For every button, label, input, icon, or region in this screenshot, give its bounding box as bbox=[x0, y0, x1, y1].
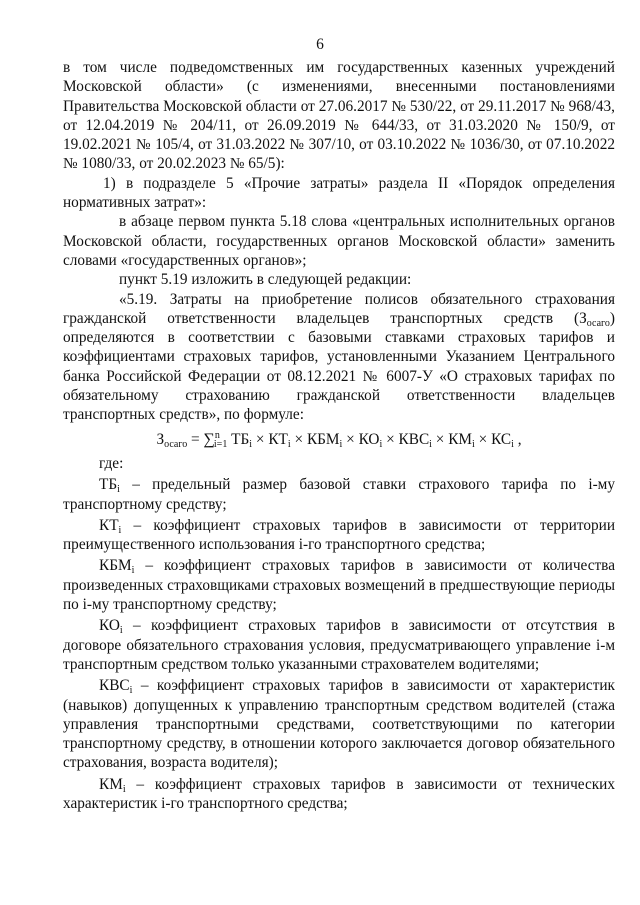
sum-lower-limit: i=1 bbox=[213, 438, 228, 450]
punkt-519-text-b: ) определяются в соответствии с базовыми ставками страховых тарифов и коэффициентами страховых тарифов, установленными Указанием Центрального банка Российской Федерации от 08.12.2021 № 6007-У «О страховых тарифах по обязательному страхованию гражданской ответственности владельцев транспортных средств», по формуле: bbox=[63, 309, 615, 424]
page-number: 6 bbox=[316, 36, 324, 53]
definition-kvs-text: – коэффициент страховых тарифов в зависимости от характеристик (навыков) допущенных к управлению транспортным средством водителей (стажа управления транспортными средствами, соответствующими по категории транспортному средству, в отношении которого заключается договор обязательного страхования, возраста водителя); bbox=[63, 677, 615, 772]
term-kvs-sub: i bbox=[129, 685, 133, 697]
term-km-sub: i bbox=[122, 783, 126, 795]
term-km: КМ bbox=[99, 775, 123, 793]
formula-sub-i-4: i bbox=[379, 438, 383, 450]
formula-sub-i-2: i bbox=[287, 438, 291, 450]
formula-sub-i-6: i bbox=[472, 438, 475, 450]
definition-ko-text: – коэффициент страховых тарифов в зависимости от отсутствия в договоре обязательного страхования условия, предусматривающего управление i-м транспортным средством только указанными страхователем водителями; bbox=[63, 617, 615, 673]
punkt-519-text-a: «5.19. Затраты на приобретение полисов обязательного страхования гражданской ответственности владельцев транспортных средств (З bbox=[63, 290, 615, 327]
term-kvs: КВС bbox=[99, 677, 130, 695]
term-tb: ТБ bbox=[99, 476, 118, 494]
definition-tb-text: – предельный размер базовой ставки страхового тарифа по i-му транспортному средству; bbox=[63, 476, 615, 513]
formula-lhs: З bbox=[156, 430, 165, 448]
formula-sub-i-3: i bbox=[339, 438, 343, 450]
term-kt: КТ bbox=[99, 516, 119, 534]
formula-term-kt: × КТ bbox=[252, 430, 288, 448]
formula bbox=[63, 430, 615, 449]
osago-subscript: осаго bbox=[586, 317, 610, 329]
term-kbm-sub: i bbox=[131, 565, 135, 577]
definition-km bbox=[63, 775, 615, 814]
formula-equals: = bbox=[187, 430, 204, 448]
definition-ko bbox=[63, 616, 615, 674]
term-ko-sub: i bbox=[119, 625, 123, 637]
definition-km-text: – коэффициент страховых тарифов в зависимости от технических характеристик i-го транспортного средства; bbox=[63, 775, 615, 812]
formula-sub-i-5: i bbox=[429, 438, 432, 450]
definition-kbm bbox=[63, 556, 615, 614]
intro-paragraph: в том числе подведомственных им государственных казенных учреждений Московской области» (с изменениями, внесенными постановлениями Правительства Московской области от 27.06.2017 № 530/22, от 29.11.2017 № 968/43, от 12.04.2019 № 204/11, от 26.09.2019 № 644/33, от 31.03.2020 № 150/9, от 19.02.2021 № 105/4, от 31.03.2022 № 307/10, от 03.10.2022 № 1036/30, от 07.10.2022 № 1080/33, от 20.02.2023 № 65/5): bbox=[63, 59, 615, 173]
term-tb-sub: i bbox=[117, 484, 120, 496]
definition-kvs bbox=[63, 676, 615, 772]
punkt-paragraph: пункт 5.19 изложить в следующей редакции: bbox=[119, 271, 412, 289]
document-body bbox=[63, 58, 615, 815]
formula-sub-i-7: i bbox=[511, 438, 514, 450]
term-kt-sub: i bbox=[118, 524, 122, 536]
abzac-paragraph: в абзаце первом пункта 5.18 слова «центральных исполнительных органов Московской области, государственных органов Московской области» заменить словами «государственных органов»; bbox=[63, 213, 615, 269]
formula-term-km: × КМ bbox=[431, 430, 473, 448]
punkt-519-paragraph bbox=[63, 290, 615, 425]
formula-term-ks: × КС bbox=[474, 430, 512, 448]
definition-kt bbox=[63, 516, 615, 555]
term-ko: КО bbox=[99, 617, 120, 635]
sum-symbol: ∑ bbox=[203, 430, 215, 448]
definition-kt-text: – коэффициент страховых тарифов в зависимости от территории преимущественного использования i-го транспортного средства; bbox=[63, 516, 615, 554]
term-kbm: КБМ bbox=[99, 557, 132, 575]
formula-tail: , bbox=[513, 430, 522, 448]
item-1-paragraph: 1) в подразделе 5 «Прочие затраты» раздела II «Порядок определения нормативных затрат»: bbox=[63, 174, 615, 212]
definition-kbm-text: – коэффициент страховых тарифов в зависимости от количества произведенных страховщиками страховых возмещений в предшествующие периоды по i-му транспортному средству; bbox=[63, 557, 615, 614]
gde-label: где: bbox=[99, 454, 124, 472]
formula-term-tb: ТБ bbox=[227, 430, 250, 448]
formula-term-ko: × КО bbox=[342, 430, 380, 448]
formula-term-kvs: × КВС bbox=[382, 430, 430, 448]
formula-lhs-subscript: осаго bbox=[164, 438, 188, 450]
definition-tb bbox=[63, 475, 615, 514]
formula-term-kbm: × КБМ bbox=[290, 430, 340, 448]
sum-upper-limit: n bbox=[214, 429, 220, 441]
formula-sub-i-1: i bbox=[249, 438, 253, 450]
